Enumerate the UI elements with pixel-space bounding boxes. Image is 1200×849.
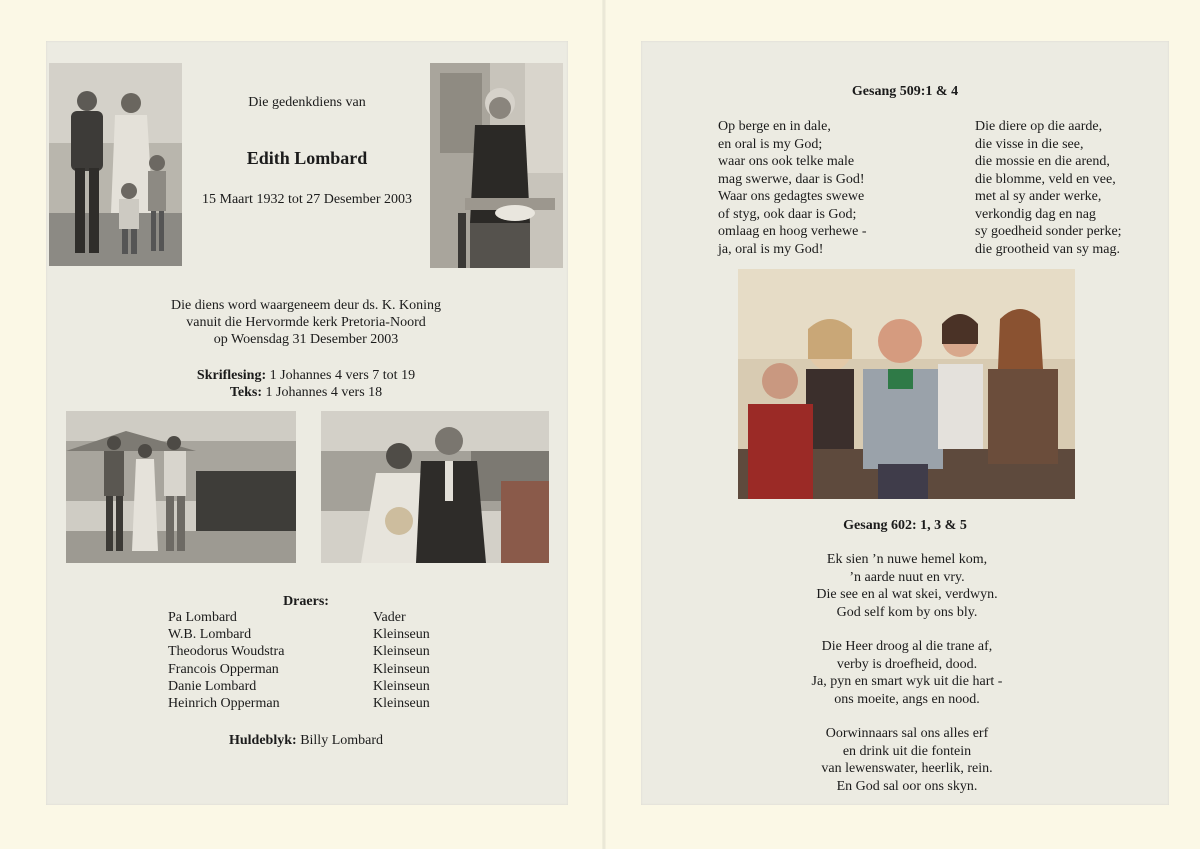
pallbearers-heading: Draers: (283, 594, 329, 609)
hymn2-title: Gesang 602: 1, 3 & 5 (843, 518, 967, 533)
tribute-value: Billy Lombard (296, 733, 384, 748)
text-value: 1 Johannes 4 vers 18 (262, 385, 383, 400)
right-page (641, 41, 1169, 805)
family-photo-top-left (49, 63, 182, 266)
group-outdoor-photo (66, 411, 296, 563)
life-dates: 15 Maart 1932 tot 27 Desember 2003 (202, 192, 412, 207)
hymn2-verse-1: Ek sien ’n nuwe hemel kom, ’n aarde nuut en vry. Die see en al wat skei, verdwyn. God self kom by ons bly. (816, 552, 998, 620)
service-line-3: op Woensdag 31 Desember 2003 (213, 332, 399, 347)
wedding-photo (321, 411, 549, 563)
pallbearer-row: Danie Lombard Kleinseun (168, 678, 430, 694)
deceased-name: Edith Lombard (246, 148, 368, 168)
memorial-intro: Die gedenkdiens van (248, 95, 366, 110)
hymn1-column-2: Die diere op die aarde, die visse in die see, die mossie en die arend, die blomme, veld en vee, met al sy ander werke, verkondig dag en nag sy goedheid sonder perke; die grootheid van sy mag. (975, 119, 1122, 257)
family-color-photo (738, 269, 1075, 499)
tribute-label: Huldeblyk: (228, 733, 297, 748)
pallbearer-row: W.B. Lombard Kleinseun (168, 627, 430, 643)
service-line-1: Die diens word waargeneem deur ds. K. Koning (171, 298, 441, 313)
pallbearer-row: Pa Lombard Vader (168, 610, 406, 625)
text-label: Teks: (229, 385, 262, 400)
hymn1-title: Gesang 509:1 & 4 (851, 84, 959, 99)
elderly-woman-photo (430, 63, 563, 268)
hymn1-column-1: Op berge en in dale, en oral is my God; waar ons ook telke male mag swerwe, daar is God! Waar ons gedagtes swewe of styg, ook daar is God; omlaag en hoog verhewe - ja, oral is my God! (718, 119, 867, 257)
reading-value: 1 Johannes 4 vers 7 tot 19 (266, 368, 416, 383)
reading-label: Skriflesing: (196, 368, 267, 383)
service-info (106, 297, 506, 348)
left-page (46, 41, 568, 805)
pallbearer-row: Theodorus Woudstra Kleinseun (168, 644, 430, 660)
pallbearers-list (168, 609, 488, 712)
scripture-info (106, 367, 506, 401)
tribute-info (106, 732, 506, 749)
pallbearer-row: Francois Opperman Kleinseun (168, 661, 430, 677)
service-line-2: vanuit die Hervormde kerk Pretoria-Noord (186, 315, 426, 330)
page-fold (602, 0, 606, 849)
hymn2-verse-2: Die Heer droog al die trane af, verby is droefheid, dood. Ja, pyn en smart wyk uit die hart - ons moeite, angs en nood. (811, 639, 1003, 707)
hymn2-verse-3: Oorwinnaars sal ons alles erf en drink uit die fontein van lewenswater, heerlik, rein. En God sal oor ons skyn. (821, 726, 993, 794)
pallbearer-row: Heinrich Opperman Kleinseun (168, 696, 430, 712)
